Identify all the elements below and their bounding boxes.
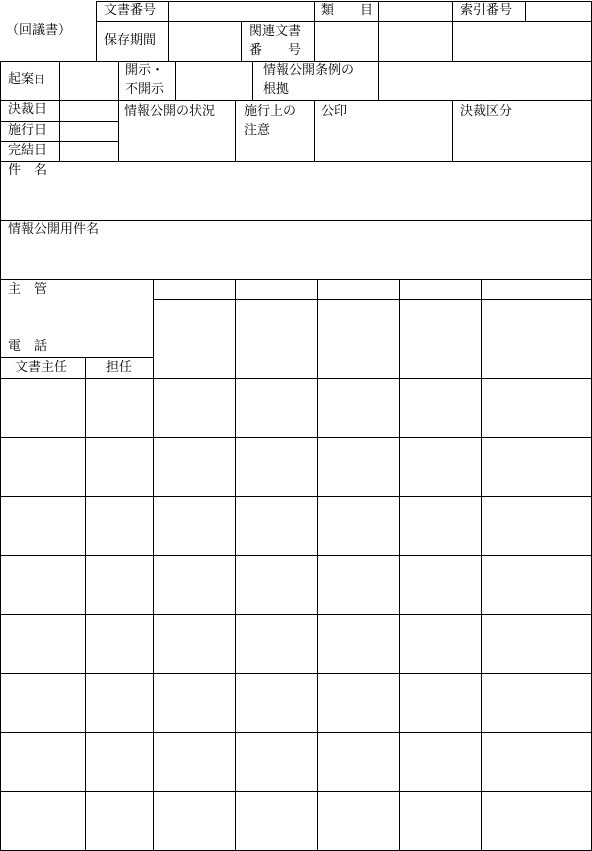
rule bbox=[252, 61, 253, 100]
rule bbox=[85, 357, 86, 851]
rule bbox=[96, 1, 97, 61]
rule bbox=[96, 21, 592, 22]
rule bbox=[481, 279, 482, 851]
rule bbox=[153, 279, 154, 851]
doc-number-label: 文書番号 bbox=[104, 3, 157, 18]
rule bbox=[168, 1, 169, 61]
related-doc-label-2: 番 号 bbox=[249, 43, 302, 58]
rule bbox=[0, 100, 592, 101]
drafted-day-text: 日 bbox=[34, 73, 46, 86]
rule bbox=[0, 61, 1, 851]
index-number-label: 索引番号 bbox=[460, 3, 513, 18]
rule bbox=[0, 437, 592, 438]
doc-chief-label: 文書主任 bbox=[15, 360, 68, 375]
rule bbox=[525, 1, 526, 21]
rule bbox=[0, 791, 592, 792]
rule bbox=[378, 1, 379, 61]
department-label: 主 管 bbox=[8, 282, 48, 297]
rule bbox=[314, 100, 315, 161]
disclosure-status-label: 情報公開の状況 bbox=[124, 104, 216, 119]
disclosure-label-1: 開示・ bbox=[125, 63, 165, 78]
approved-date-label: 決裁日 bbox=[8, 102, 48, 117]
rule bbox=[0, 732, 592, 733]
rule bbox=[0, 673, 592, 674]
rule bbox=[452, 100, 453, 161]
form-title: （回議書） bbox=[6, 23, 72, 38]
ordinance-label-2: 根拠 bbox=[263, 82, 290, 97]
rule bbox=[175, 61, 176, 100]
rule bbox=[452, 1, 453, 61]
rule bbox=[118, 61, 119, 161]
completed-date-label: 完結日 bbox=[8, 143, 48, 158]
enforcement-note-label-1: 施行上の bbox=[244, 104, 297, 119]
retention-period-label: 保存期間 bbox=[104, 33, 157, 48]
rule bbox=[59, 100, 60, 161]
rule bbox=[59, 61, 60, 100]
rule bbox=[0, 279, 592, 280]
rule bbox=[0, 614, 592, 615]
category-label: 類 目 bbox=[321, 3, 374, 18]
official-seal-label: 公印 bbox=[321, 104, 348, 119]
rule bbox=[0, 161, 592, 162]
rule bbox=[378, 61, 379, 100]
disclosure-label-2: 不開示 bbox=[125, 82, 165, 97]
rule bbox=[0, 555, 592, 556]
drafted-label bbox=[8, 71, 45, 89]
rule bbox=[399, 279, 400, 851]
person-in-charge-label: 担任 bbox=[106, 360, 133, 375]
related-doc-label-1: 関連文書 bbox=[249, 24, 302, 39]
rule bbox=[241, 21, 242, 61]
rule bbox=[235, 279, 236, 851]
subject-label: 件 名 bbox=[8, 163, 48, 178]
rule bbox=[153, 299, 592, 300]
approval-category-label: 決裁区分 bbox=[460, 104, 513, 119]
rule bbox=[0, 357, 153, 358]
ordinance-label-1: 情報公開条例の bbox=[263, 63, 355, 78]
rule bbox=[235, 100, 236, 161]
enforced-date-label: 施行日 bbox=[8, 123, 48, 138]
rule bbox=[0, 496, 592, 497]
rule bbox=[0, 378, 592, 379]
phone-label: 電 話 bbox=[8, 339, 48, 354]
rule bbox=[317, 279, 318, 851]
rule bbox=[314, 1, 315, 61]
disclosure-subject-label: 情報公開用件名 bbox=[8, 222, 100, 237]
enforcement-note-label-2: 注意 bbox=[244, 123, 271, 138]
drafted-label-text: 起案 bbox=[8, 72, 35, 87]
